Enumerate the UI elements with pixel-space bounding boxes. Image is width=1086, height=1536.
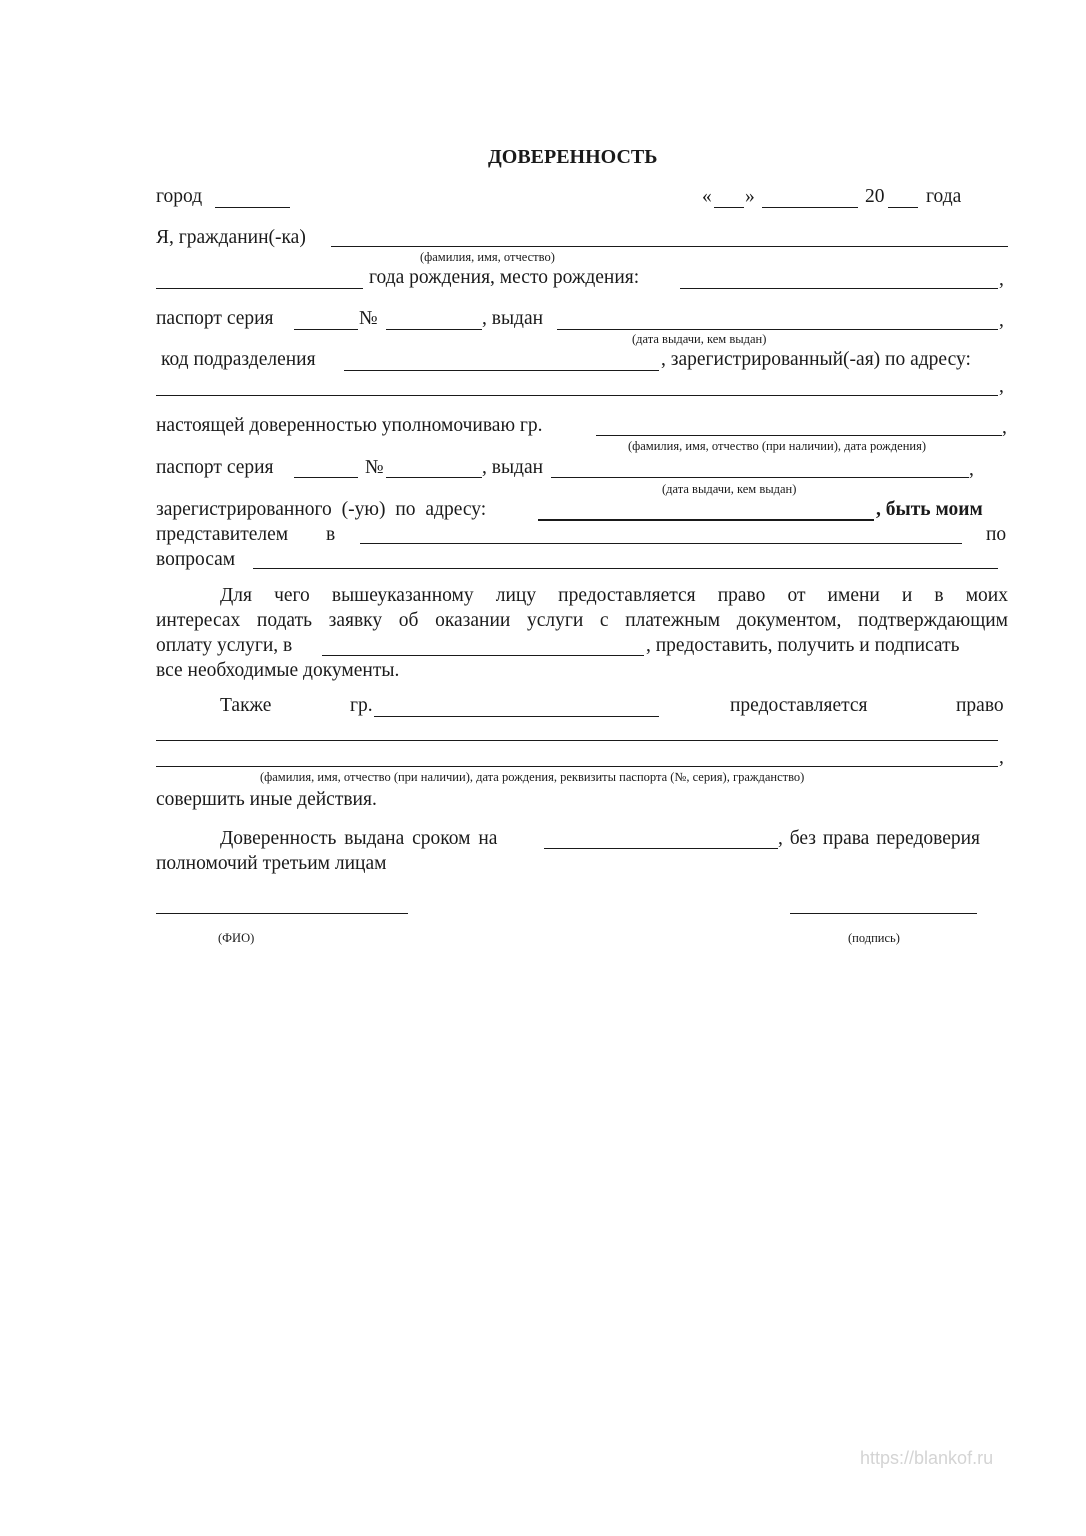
date-quote-close: » xyxy=(745,186,755,207)
comma: , xyxy=(969,459,974,480)
agent-registered-label: зарегистрированного (-ую) по адресу: xyxy=(156,499,487,520)
agent-passport-label: паспорт серия xyxy=(156,457,274,478)
in-label: в xyxy=(326,524,336,545)
year-prefix: 20 xyxy=(865,186,885,207)
sign-caption: (подпись) xyxy=(848,931,900,945)
also-person-field[interactable] xyxy=(374,716,659,717)
questions-label: вопросам xyxy=(156,549,236,570)
principal-issued-label: , выдан xyxy=(482,308,544,329)
comma: , xyxy=(999,747,1004,768)
agent-name-caption: (фамилия, имя, отчество (при наличии), дата рождения) xyxy=(628,439,926,453)
also-details-field-2[interactable] xyxy=(156,766,998,767)
principal-intro: Я, гражданин(-ка) xyxy=(156,227,306,248)
authorize-text: настоящей доверенностью уполномочиваю гр. xyxy=(156,415,543,436)
principal-passport-number-field[interactable] xyxy=(386,329,482,330)
principal-address-field[interactable] xyxy=(156,395,998,396)
agent-issued-label: , выдан xyxy=(482,457,544,478)
sign-field[interactable] xyxy=(790,913,977,914)
also-granted: предоставляется xyxy=(730,695,868,716)
birth-text: года рождения, место рождения: xyxy=(369,267,640,288)
also-gr: гр. xyxy=(350,695,373,716)
fio-signature-field[interactable] xyxy=(156,913,408,914)
on-label: по xyxy=(986,524,1007,545)
watermark: https://blankof.ru xyxy=(860,1448,994,1468)
agent-number-sign: № xyxy=(365,457,384,478)
rights-line-1: Для чего вышеуказанному лицу предоставляется право от имени и в моих xyxy=(220,585,1008,606)
principal-passport-label: паспорт серия xyxy=(156,308,274,329)
day-field[interactable] xyxy=(714,207,744,208)
principal-passport-series-field[interactable] xyxy=(294,329,358,330)
year-suffix: года xyxy=(926,186,962,207)
term-text-2: , без права передоверия xyxy=(778,828,981,849)
comma: , xyxy=(999,310,1004,331)
city-label: город xyxy=(156,186,203,207)
agent-issued-field[interactable] xyxy=(551,477,969,478)
subdivision-code-label: код подразделения xyxy=(161,349,316,370)
agent-name-field[interactable] xyxy=(596,435,1002,436)
month-field[interactable] xyxy=(762,207,858,208)
document-title: ДОВЕРЕННОСТЬ xyxy=(488,146,658,168)
comma: , xyxy=(1002,417,1007,438)
other-actions: совершить иные действия. xyxy=(156,789,377,810)
rights-line-3a: оплату услуги, в xyxy=(156,635,293,656)
rights-line-3b: , предоставить, получить и подписать xyxy=(646,635,960,656)
year-field[interactable] xyxy=(888,207,918,208)
date-quote-open: « xyxy=(702,186,712,207)
agent-passport-series-field[interactable] xyxy=(294,477,358,478)
comma: , xyxy=(999,269,1004,290)
also-caption: (фамилия, имя, отчество (при наличии), дата рождения, реквизиты паспорта (№, серия), гражданство) xyxy=(260,770,805,784)
birth-date-field[interactable] xyxy=(156,288,363,289)
term-line-2: полномочий третьим лицам xyxy=(156,853,387,874)
term-text-1: Доверенность выдана сроком на xyxy=(220,828,498,849)
questions-field[interactable] xyxy=(253,568,998,569)
representative-label: представителем xyxy=(156,524,289,545)
principal-name-field[interactable] xyxy=(331,246,1008,247)
principal-number-sign: № xyxy=(359,308,378,329)
subdivision-code-field[interactable] xyxy=(344,370,659,371)
agent-issued-caption: (дата выдачи, кем выдан) xyxy=(662,482,797,496)
term-field[interactable] xyxy=(544,848,778,849)
rights-line-4: все необходимые документы. xyxy=(156,660,400,681)
also-word: Также xyxy=(220,695,272,716)
birth-place-field[interactable] xyxy=(680,288,998,289)
also-details-field-1[interactable] xyxy=(156,740,998,741)
rights-line-2: интересах подать заявку об оказании услуги с платежным документом, подтверждающим xyxy=(156,610,1008,631)
also-right: право xyxy=(956,695,1004,716)
agent-passport-number-field[interactable] xyxy=(386,477,482,478)
principal-name-caption: (фамилия, имя, отчество) xyxy=(420,250,555,264)
comma: , xyxy=(999,376,1004,397)
city-field[interactable] xyxy=(215,207,290,208)
fio-caption: (ФИО) xyxy=(218,931,255,945)
principal-issued-field[interactable] xyxy=(557,329,998,330)
payment-place-field[interactable] xyxy=(322,655,644,656)
representative-in-field[interactable] xyxy=(360,543,962,544)
principal-registered-label: , зарегистрированный(-ая) по адресу: xyxy=(661,349,971,370)
agent-address-field[interactable] xyxy=(538,519,874,521)
be-my-text: , быть моим xyxy=(876,499,983,520)
principal-issued-caption: (дата выдачи, кем выдан) xyxy=(632,332,767,346)
